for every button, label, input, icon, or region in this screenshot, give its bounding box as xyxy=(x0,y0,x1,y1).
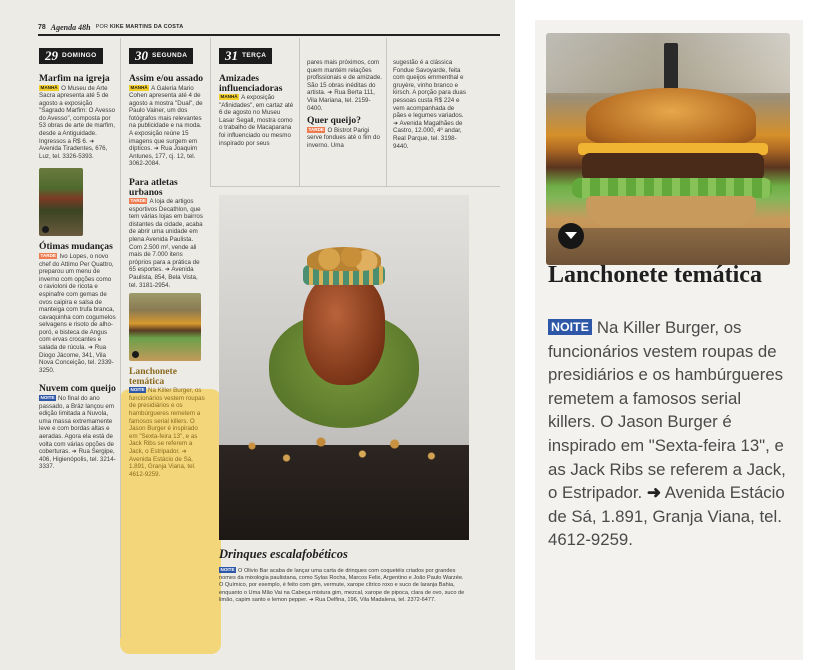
column-divider xyxy=(386,38,387,186)
tag-noite: NOITE xyxy=(548,319,592,335)
column-divider xyxy=(210,38,211,186)
column-tuesday-cont-2 xyxy=(393,58,469,186)
column-sunday xyxy=(39,38,116,638)
tag-tarde: TARDE xyxy=(308,126,324,132)
item-title: Quer queijo? xyxy=(307,115,361,127)
drinks-article xyxy=(219,547,469,604)
section-rule xyxy=(210,186,500,187)
tag-noite: NOITE xyxy=(130,387,145,393)
item-title: Para atletas urbanos xyxy=(129,177,178,198)
day-box-sunday: 29 DOMINGO xyxy=(39,48,103,64)
item-title: Assim e/ou assado xyxy=(129,73,204,84)
item-body: NOITE Na Killer Burger, os funcionários vestem roupas de presidiários e os hambúrgueres remetem a famosos serial killers. O Jason Burger é inspirado em "Sexta-feira 13", e as Jack Ribs se referem a Jack, o Estripador. ➜ Avenida Estácio de Sá, 1.891, Granja Viana, tel. 4612-9259. xyxy=(129,387,205,478)
section-title: Agenda 48h xyxy=(50,22,91,32)
day-box-tuesday: 31 TERÇA xyxy=(219,48,272,64)
zoom-panel xyxy=(535,20,803,660)
burger-photo xyxy=(129,293,201,361)
drinks-body: NOITE O Olivio Bar acaba de lançar uma carta de drinques com coquetéis criados por grandes nomes da mixologia paulistana, como Sylas Rocha, Marcos Felix, Argentino e João Paulo Warzée. O Químico, por exemplo, é feito com gim, vermute, xarope cítrico roxo e suco de laranja Bahia, enquanto o Uma Mão Vai na Cabeça mistura gim, mezcal, xarope de pipoca, clara de ovo, suco de limão, capim santo e lemon pepper. ➜ Rua Delfina, 196, Vila Madalena, tel. 2372-6477. xyxy=(219,567,465,603)
play-badge-icon xyxy=(558,223,584,249)
page-number: 78 xyxy=(38,23,46,31)
header-rule xyxy=(38,34,500,36)
column-divider xyxy=(120,38,121,638)
tag-manha: MANHÃ xyxy=(130,84,148,90)
item-title: Lanchonete temática xyxy=(129,366,177,387)
burger-photo-zoom xyxy=(546,33,790,265)
play-badge-icon xyxy=(42,226,49,233)
zoom-body: NOITE Na Killer Burger, os funcionários vestem roupas de presidiários e os hambúrgueres remetem a famosos serial killers. O Jason Burger é inspirado em "Sexta-feira 13", e as Jack Ribs se referem a Jack, o Estripador. ➜ Avenida Estácio de Sá, 1.891, Granja Viana, tel. 4612-9259. xyxy=(548,318,786,550)
item-body: MANHÃ O Museu de Arte Sacra apresenta até 5 de agosto a exposição "Sagrado Marfim: O Avesso do Avesso", composta por 53 obras de arte de marfim, desde a Antiguidade. Ingressos a R$ 6. ➜ Avenida Tiradentes, 676, Luz, tel. 3326-5393. xyxy=(39,84,116,160)
column-tuesday-cont xyxy=(307,58,383,186)
item-body: sugestão é a clássica Fondue Savoyarde, feita com queijos emmenthal e gruyère, vinho branco e kirsch. A porção para duas pessoas custa R$ 224 e vem acompanhada de pães e legumes variados. ➜ Avenida Magalhães de Castro, 12.000, 4º andar, Real Parque, tel. 3198-9440. xyxy=(393,59,466,150)
tag-noite: NOITE xyxy=(220,567,235,572)
page-header xyxy=(38,20,498,34)
tag-tarde: TARDE xyxy=(40,252,56,258)
item-title: Ótimas mudanças xyxy=(39,241,113,253)
tag-noite: NOITE xyxy=(40,394,55,400)
byline: POR KIKE MARTINS DA COSTA xyxy=(95,24,184,30)
tag-manha: MANHÃ xyxy=(220,94,238,99)
item-title: Amizades influenciadoras xyxy=(219,73,283,94)
item-body: MANHÃ A Galeria Mario Cohen apresenta até 4 de agosto a mostra "Dual", de Paulo Vainer, um dos fotógrafos mais relevantes na publicidade e na moda. A exposição reúne 15 imagens que surgem em dípticos. ➜ Rua Joaquim Antunes, 177, cj. 12, tel. 3062-2084. xyxy=(129,84,203,168)
item-body: TARDE O Bistrot Parigi serve fondues até o fim do inverno. Uma xyxy=(307,126,380,149)
item-body: NOITE No final do ano passado, a Bráz lançou em edição limitada a Nuvola, uma massa extremamente leve e com bordas altas e aeradas. Agora ela está de volta com várias opções de coberturas. ➜ Rua Sergipe, 406, Higienópolis, tel. 3214-3337. xyxy=(39,394,116,471)
column-monday xyxy=(129,38,205,638)
arrow-icon: ➜ xyxy=(646,483,661,503)
sculpture-photo xyxy=(219,195,469,540)
play-badge-icon xyxy=(132,351,139,358)
zoom-title: Lanchonete temática xyxy=(548,262,762,288)
item-title: Marfim na igreja xyxy=(39,73,110,84)
food-photo xyxy=(39,168,83,236)
column-tuesday xyxy=(219,38,295,186)
item-body: TARDE Ivo Lopes, o novo chef do Attimo Per Quattro, preparou um menu de inverno com opções como o ravioloni de ricota e espinafre com gemas de ovos caipira e salsa de manteiga com trufa branca, cavaquinha com cogumelos selvagens e risoto de alho-poró, e bisteca de Angus com ervas crocantes e salada de rúcula. ➜ Rua Diogo Jácome, 341, Vila Nova Conceição, tel. 2339-3250. xyxy=(39,252,116,374)
column-divider xyxy=(299,38,300,186)
item-body: TARDE A loja de artigos esportivos Decathlon, que tem várias lojas em bairros distantes da cidade, acaba de abrir uma unidade em plena Avenida Paulista. Com 2.500 m², vende ali mais de 7.000 itens próprios para a prática de 65 esportes. ➜ Avenida Paulista, 854, Bela Vista, tel. 3181-2954. xyxy=(129,198,203,289)
tag-tarde: TARDE xyxy=(130,198,146,204)
item-body: MANHÃ A exposição "Afinidades", em cartaz até 6 de agosto no Museu Lasar Segall, mostra como o trabalho de Macaparana foi influenciado ou mesmo inspirado por seus xyxy=(219,94,294,147)
item-title: Nuvem com queijo xyxy=(39,383,116,395)
day-box-monday: 30 SEGUNDA xyxy=(129,48,193,64)
item-body: pares mais próximos, com quem mantém relações profissionais e de amizade. São 15 obras inéditas do artista. ➜ Rua Berta 111, Vila Mariana, tel. 2159-0400. xyxy=(307,59,382,112)
tag-manha: MANHÃ xyxy=(40,84,58,90)
drinks-title: Drinques escalafobéticos xyxy=(219,547,348,561)
